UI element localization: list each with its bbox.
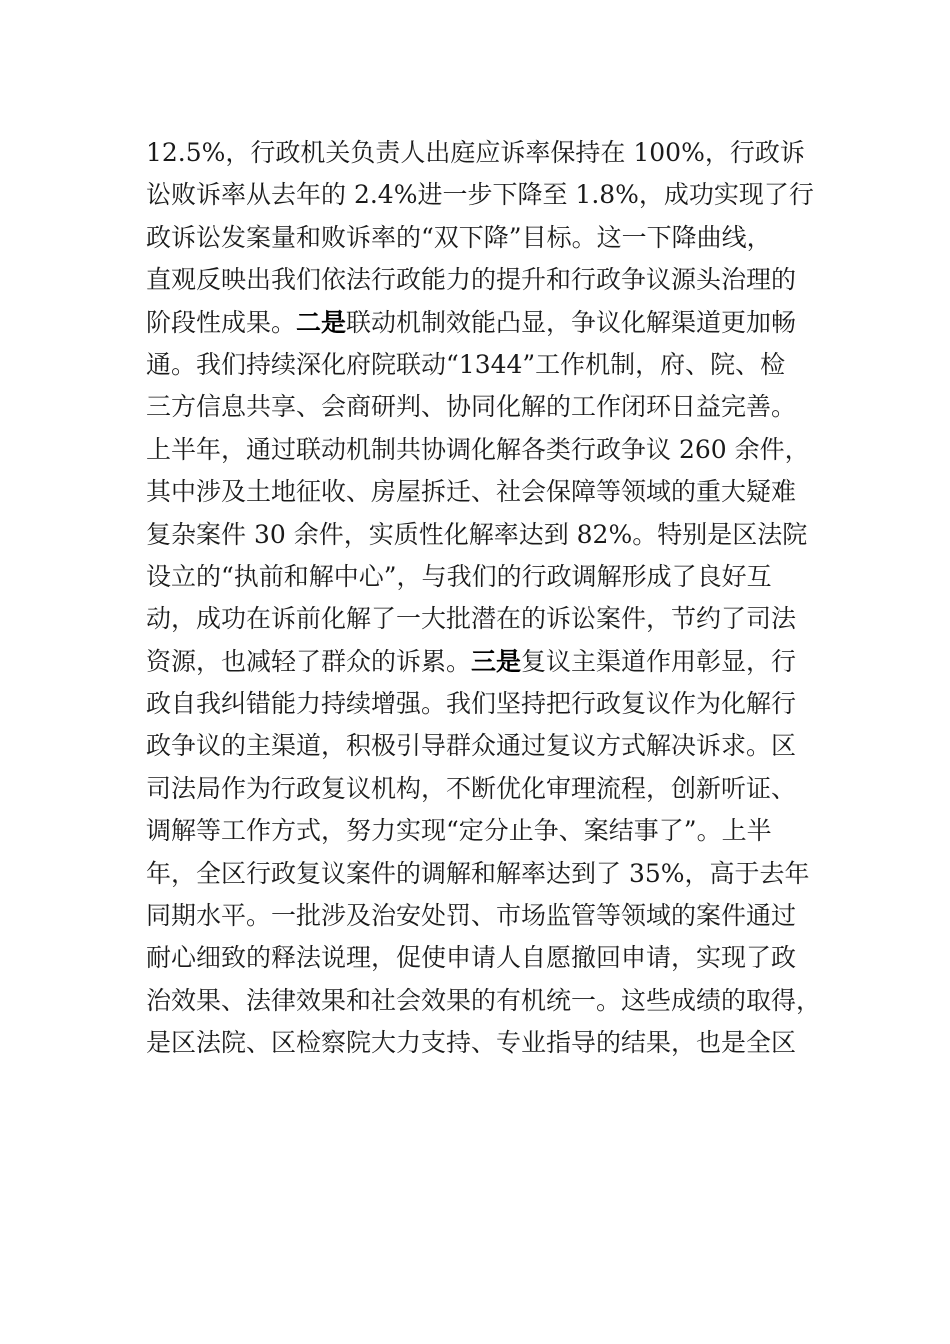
text-line: 设立的“执前和解中心”，与我们的行政调解形成了良好互 [146, 561, 772, 591]
text-line: 治效果、法律效果和社会效果的有机统一。这些成绩的取得， [146, 985, 822, 1015]
text-line [146, 641, 826, 683]
text-line: 年，全区行政复议案件的调解和解率达到了 35%，高于去年 [146, 858, 810, 888]
text-line: 直观反映出我们依法行政能力的提升和行政争议源头治理的 [146, 265, 797, 295]
text-line: 政自我纠错能力持续增强。我们坚持把行政复议作为化解行 [146, 689, 797, 719]
text-line: 复杂案件 30 余件，实质性化解率达到 82%。特别是区法院 [146, 519, 808, 549]
text-line: 其中涉及土地征收、房屋拆迁、社会保障等领域的重大疑难 [146, 477, 797, 507]
text-segment: 复议主渠道作用彰显，行 [521, 646, 797, 676]
point-two-heading: 二是 [296, 307, 347, 337]
text-line: 通。我们持续深化府院联动“1344”工作机制，府、院、检 [146, 349, 786, 379]
text-segment: 资源，也减轻了群众的诉累。 [146, 646, 472, 676]
text-line: 耐心细致的释法说理，促使申请人自愿撤回申请，实现了政 [146, 943, 797, 973]
text-segment: 联动机制效能凸显，争议化解渠道更加畅 [346, 307, 797, 337]
text-line: 调解等工作方式，努力实现“定分止争、案结事了”。上半 [146, 816, 772, 846]
text-line: 12.5%，行政机关负责人出庭应诉率保持在 100%，行政诉 [146, 138, 805, 167]
text-line: 三方信息共享、会商研判、协同化解的工作闭环日益完善。 [146, 392, 797, 422]
text-line: 同期水平。一批涉及治安处罚、市场监管等领域的案件通过 [146, 901, 797, 931]
text-segment: 阶段性成果。 [146, 307, 297, 337]
text-line: 上半年，通过联动机制共协调化解各类行政争议 260 余件， [146, 434, 810, 464]
body-text [146, 132, 826, 1065]
text-line: 动，成功在诉前化解了一大批潜在的诉讼案件，节约了司法 [146, 604, 797, 634]
point-three-heading: 三是 [471, 646, 522, 676]
text-line: 司法局作为行政复议机构，不断优化审理流程，创新听证、 [146, 773, 797, 803]
text-line: 政争议的主渠道，积极引导群众通过复议方式解决诉求。区 [146, 731, 797, 761]
text-line: 讼败诉率从去年的 2.4%进一步下降至 1.8%，成功实现了行 [146, 180, 814, 210]
text-line: 政诉讼发案量和败诉率的“双下降”目标。这一下降曲线， [146, 222, 772, 252]
text-line: 是区法院、区检察院大力支持、专业指导的结果，也是全区 [146, 1028, 797, 1058]
text-line [146, 302, 826, 344]
